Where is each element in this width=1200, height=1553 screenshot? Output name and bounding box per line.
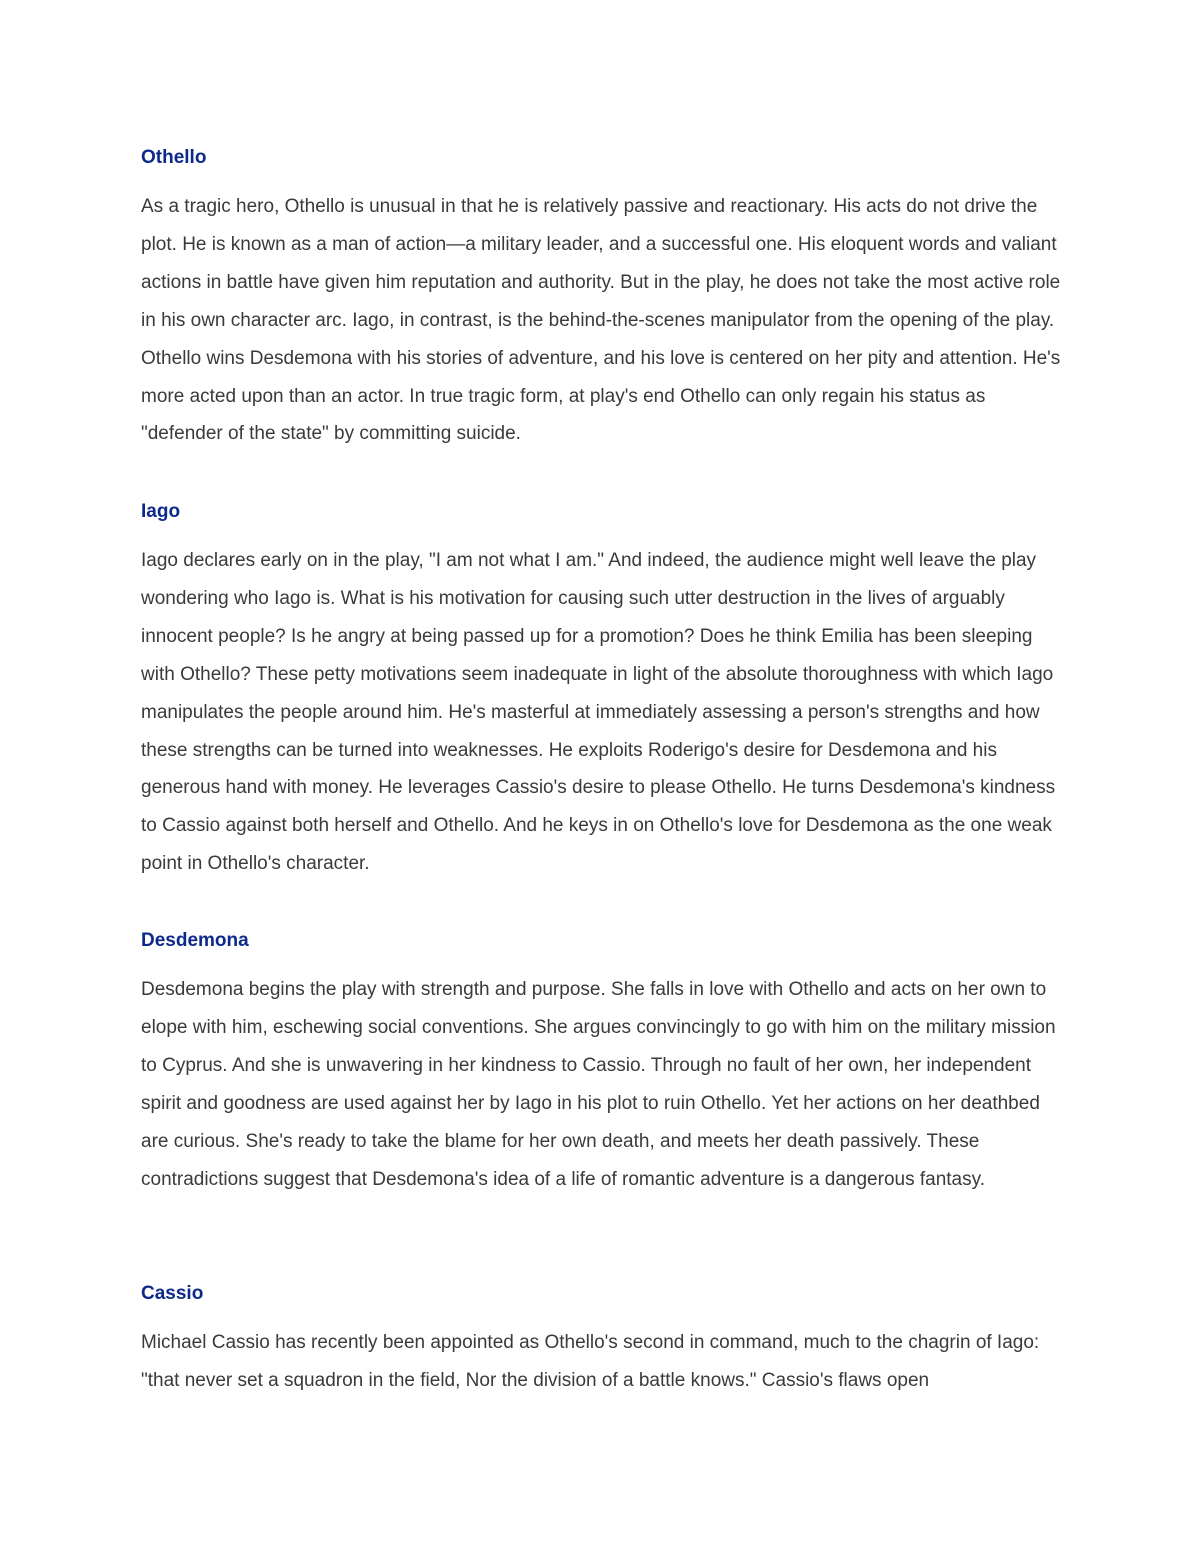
section-body-iago: Iago declares early on in the play, "I am not what I am." And indeed, the audience might well leave the play wondering who Iago is. What is his motivation for causing such utter destruction in the lives of arguably innocent people? Is he angry at being passed up for a promotion? Does he think Emilia has been sleeping with Othello? These petty motivations seem inadequate in light of the absolute thoroughness with which Iago manipulates the people around him. He's masterful at immediately assessing a person's strengths and how these strengths can be turned into weaknesses. He exploits Roderigo's desire for Desdemona and his generous hand with money. He leverages Cassio's desire to please Othello. He turns Desdemona's kindness to Cassio against both herself and Othello. And he keys in on Othello's love for Desdemona as the one weak point in Othello's character. — [141, 550, 1056, 875]
section-othello — [141, 146, 1071, 453]
section-heading-othello: Othello — [141, 147, 207, 168]
section-heading-cassio: Cassio — [141, 1283, 204, 1304]
section-heading-iago: Iago — [141, 501, 181, 522]
section-cassio — [141, 1282, 1071, 1400]
section-body-desdemona: Desdemona begins the play with strength and purpose. She falls in love with Othello and acts on her own to elope with him, eschewing social conventions. She argues convincingly to go with him on the military mission to Cyprus. And she is unwavering in her kindness to Cassio. Through no fault of her own, her independent spirit and goodness are used against her by Iago in his plot to ruin Othello. Yet her actions on her deathbed are curious. She's ready to take the blame for her own death, and meets her death passively. These contradictions suggest that Desdemona's idea of a life of romantic adventure is a dangerous fantasy. — [141, 979, 1056, 1190]
section-body-cassio: Michael Cassio has recently been appointed as Othello's second in command, much to the chagrin of Iago: "that never set a squadron in the field, Nor the division of a battle knows." Cassio's flaws open — [141, 1332, 1040, 1391]
section-heading-desdemona: Desdemona — [141, 930, 249, 951]
section-body-othello: As a tragic hero, Othello is unusual in that he is relatively passive and reactionary. His acts do not drive the plot. He is known as a man of action—a military leader, and a successful one. His eloquent words and valiant actions in battle have given him reputation and authority. But in the play, he does not take the most active role in his own character arc. Iago, in contrast, is the behind-the-scenes manipulator from the opening of the play. Othello wins Desdemona with his stories of adventure, and his love is centered on her pity and attention. He's more acted upon than an actor. In true tragic form, at play's end Othello can only regain his status as "defender of the state" by committing suicide. — [141, 196, 1061, 445]
section-desdemona — [141, 929, 1071, 1198]
section-iago — [141, 500, 1071, 883]
